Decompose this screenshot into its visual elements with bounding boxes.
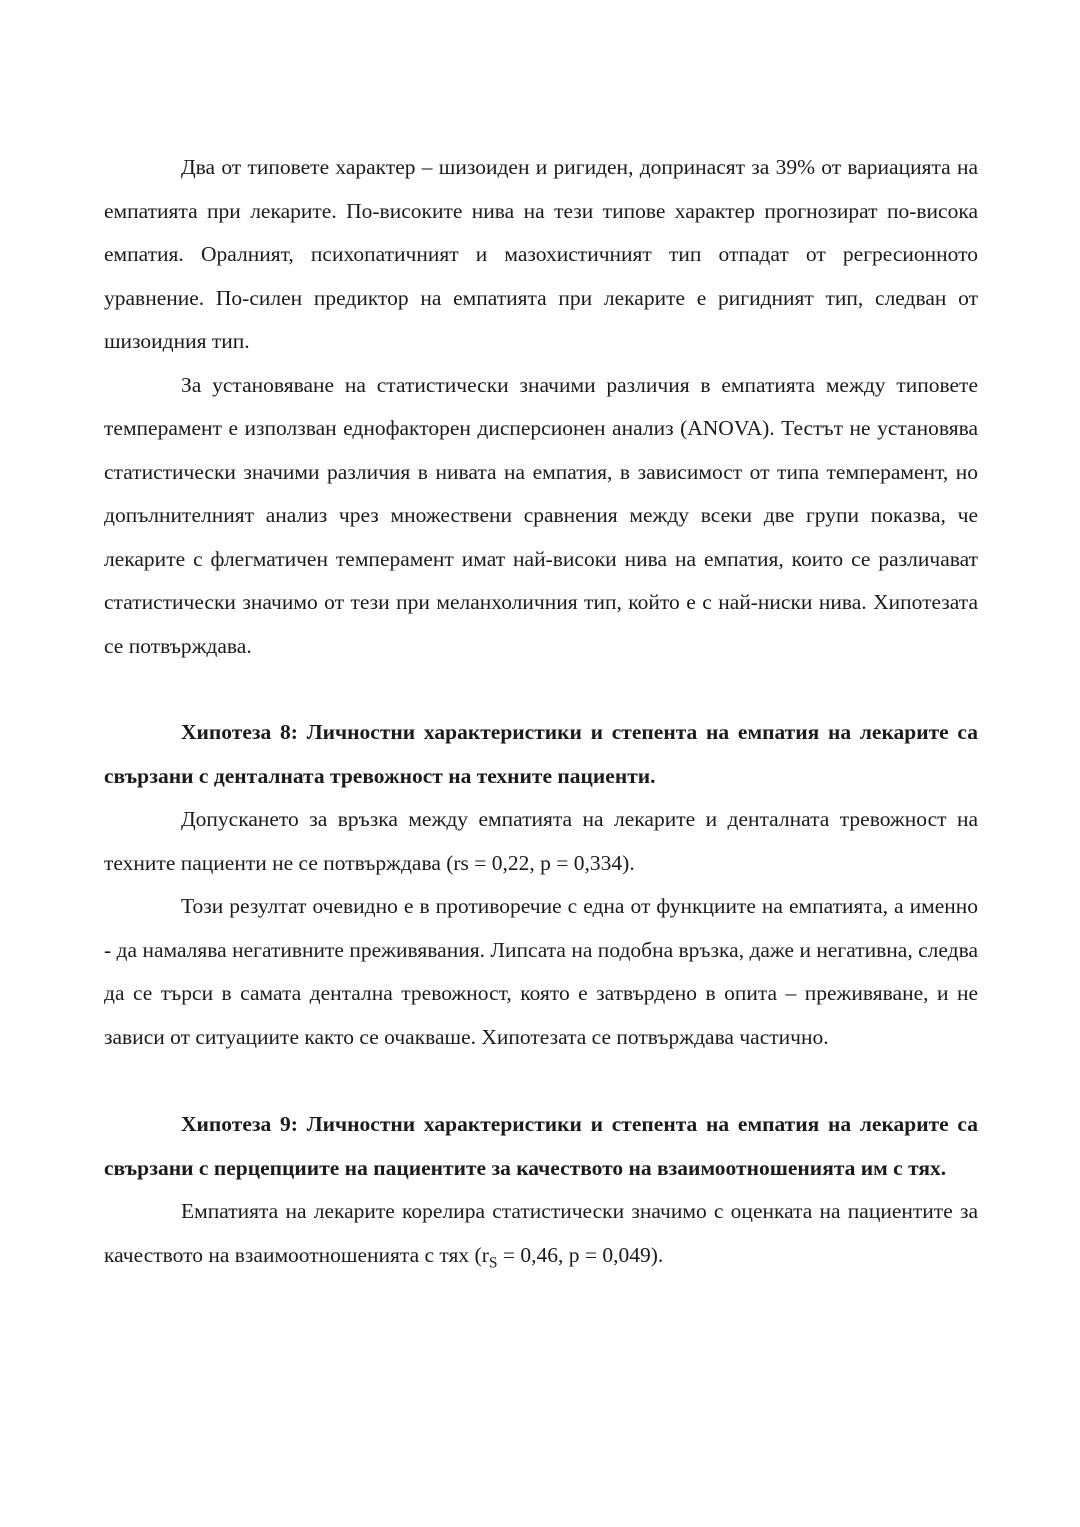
paragraph-anova-temperament: За установяване на статистически значими различия в емпатията между типовете темперамент е използван еднофакторен дисперсионен анализ (ANOVA). Тестът не установява статистически значими различия в нивата на емпатия, в зависимост от типа темперамент, но допълнителният анализ чрез множествени сравнения между всеки две групи показва, че лекарите с флегматичен темперамент имат най-високи нива на емпатия, които се различават статистически значимо от тези при меланхоличния тип, който е с най-ниски нива. Хипотезата се потвърждава. [104,372,978,658]
document-page [104,146,978,1277]
spacer [104,1059,978,1103]
result-text-start: Емпатията на лекарите корелира статистически значимо с оценката на пациентите за качеството на взаимоотношенията с тях (r [104,1199,978,1267]
spacer [104,668,978,711]
paragraph-hypothesis-8-discussion: Този резултат очевидно е в противоречие с една от функциите на емпатията, а именно - да намалява негативните преживявания. Липсата на подобна връзка, даже и негативна, следва да се търси в самата дентална тревожност, която е затвърдено в опита – преживяване, и не зависи от ситуациите както се очакваше. Хипотезата се потвърждава частично. [104,894,978,1049]
hypothesis-8-heading: Хипотеза 8: Личностни характеристики и степента на емпатия на лекарите са свързани с денталната тревожност на техните пациенти. [104,720,978,788]
paragraph-hypothesis-9-result [104,1190,978,1277]
result-text-end: = 0,46, p = 0,049). [497,1242,664,1267]
hypothesis-9-heading: Хипотеза 9: Личностни характеристики и степента на емпатия на лекарите са свързани с перцепциите на пациентите за качеството на взаимоотношенията им с тях. [104,1112,978,1180]
paragraph-hypothesis-8-result: Допускането за връзка между емпатията на лекарите и денталната тревожност на техните пациенти не се потвърждава (rs = 0,22, p = 0,334). [104,807,978,875]
subscript-s: S [488,1253,498,1271]
paragraph-character-types: Два от типовете характер – шизоиден и ригиден, допринасят за 39% от вариацията на емпатията при лекарите. По-високите нива на тези типове характер прогнозират по-висока емпатия. Оралният, психопатичният и мазохистичният тип отпадат от регресионното уравнение. По-силен предиктор на емпатията при лекарите е ригидният тип, следван от шизоидния тип. [104,155,978,353]
